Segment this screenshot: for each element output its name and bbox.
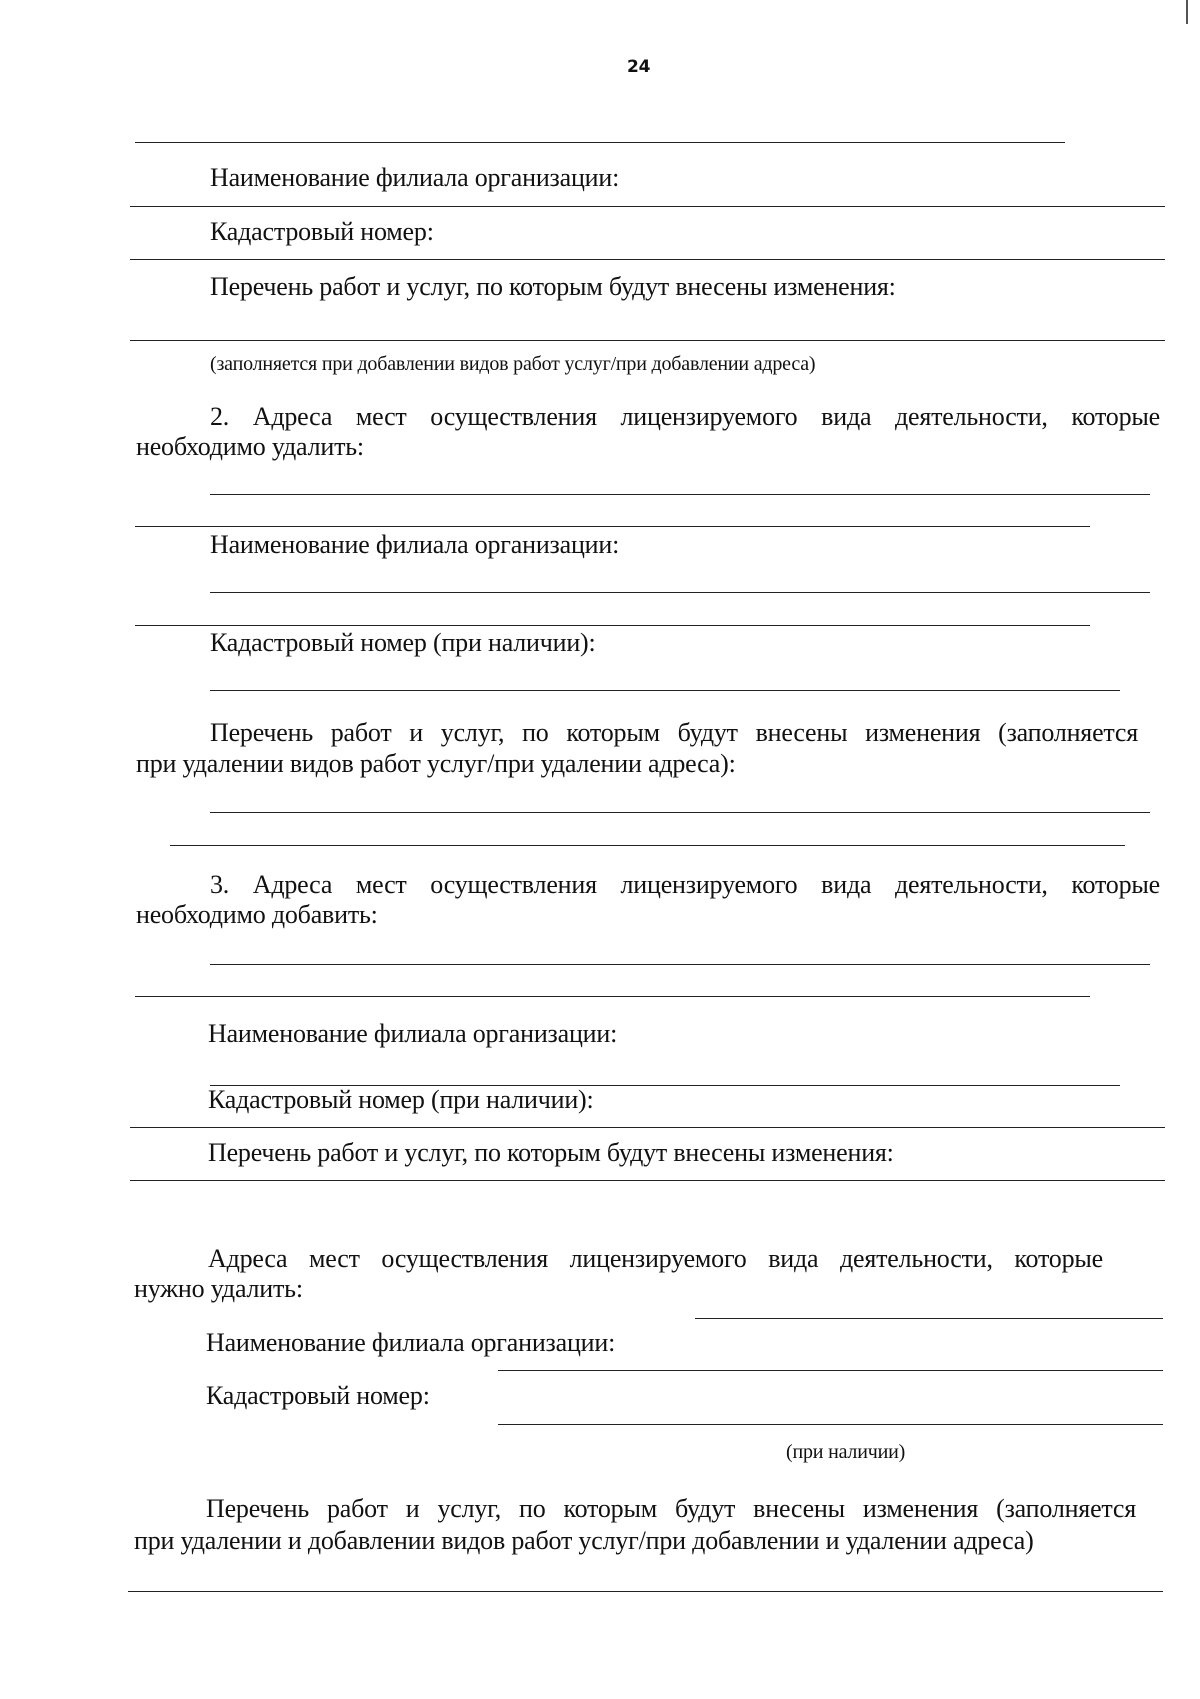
- section-3-heading: 3. Адреса мест осуществления лицензируемого вида деятельности, которые: [210, 870, 1160, 899]
- page-number: 24: [627, 57, 651, 77]
- field-line: [128, 1591, 1163, 1592]
- works-list-label: Перечень работ и услуг, по которым будут внесены изменения (заполняется: [206, 1494, 1136, 1523]
- branch-name-label: Наименование филиала организации:: [206, 1328, 616, 1357]
- field-line: [135, 526, 1090, 527]
- section-2-heading-cont: необходимо удалить:: [136, 432, 364, 461]
- works-list-label-cont: при удалении и добавлении видов работ услуг/при добавлении и удалении адреса): [134, 1526, 1034, 1555]
- cadastral-number-label: Кадастровый номер (при наличии):: [210, 628, 596, 657]
- cadastral-number-label: Кадастровый номер:: [210, 217, 434, 246]
- field-line: [130, 259, 1165, 260]
- field-line: [170, 845, 1125, 846]
- section-3-heading-cont: необходимо добавить:: [136, 900, 378, 929]
- field-line: [210, 964, 1150, 965]
- field-line: [130, 1180, 1165, 1181]
- field-line: [210, 494, 1150, 495]
- works-list-label: Перечень работ и услуг, по которым будут внесены изменения (заполняется: [210, 718, 1138, 747]
- cadastral-number-label: Кадастровый номер:: [206, 1381, 430, 1410]
- field-line: [135, 142, 1065, 143]
- field-line: [135, 996, 1090, 997]
- field-line: [130, 206, 1165, 207]
- works-list-label: Перечень работ и услуг, по которым будут внесены изменения:: [210, 272, 896, 301]
- field-line: [498, 1370, 1163, 1371]
- fill-note: (заполняется при добавлении видов работ услуг/при добавлении адреса): [210, 353, 816, 375]
- field-line: [130, 1127, 1165, 1128]
- branch-name-label: Наименование филиала организации:: [210, 530, 620, 559]
- field-line: [130, 340, 1165, 341]
- field-line: [135, 625, 1090, 626]
- scan-edge-mark: [1186, 0, 1188, 24]
- field-line: [695, 1318, 1163, 1319]
- section-2-heading: 2. Адреса мест осуществления лицензируемого вида деятельности, которые: [210, 402, 1160, 431]
- field-line: [210, 690, 1120, 691]
- branch-name-label: Наименование филиала организации:: [210, 163, 620, 192]
- section-4-heading: Адреса мест осуществления лицензируемого вида деятельности, которые: [208, 1244, 1103, 1273]
- branch-name-label: Наименование филиала организации:: [208, 1019, 618, 1048]
- field-line: [498, 1424, 1163, 1425]
- section-4-heading-cont: нужно удалить:: [134, 1274, 303, 1303]
- works-list-label-cont: при удалении видов работ услуг/при удалении адреса):: [136, 749, 736, 778]
- works-list-label: Перечень работ и услуг, по которым будут внесены изменения:: [208, 1138, 894, 1167]
- cadastral-note: (при наличии): [786, 1441, 906, 1463]
- field-line: [210, 592, 1150, 593]
- cadastral-number-label: Кадастровый номер (при наличии):: [208, 1085, 594, 1114]
- field-line: [210, 812, 1150, 813]
